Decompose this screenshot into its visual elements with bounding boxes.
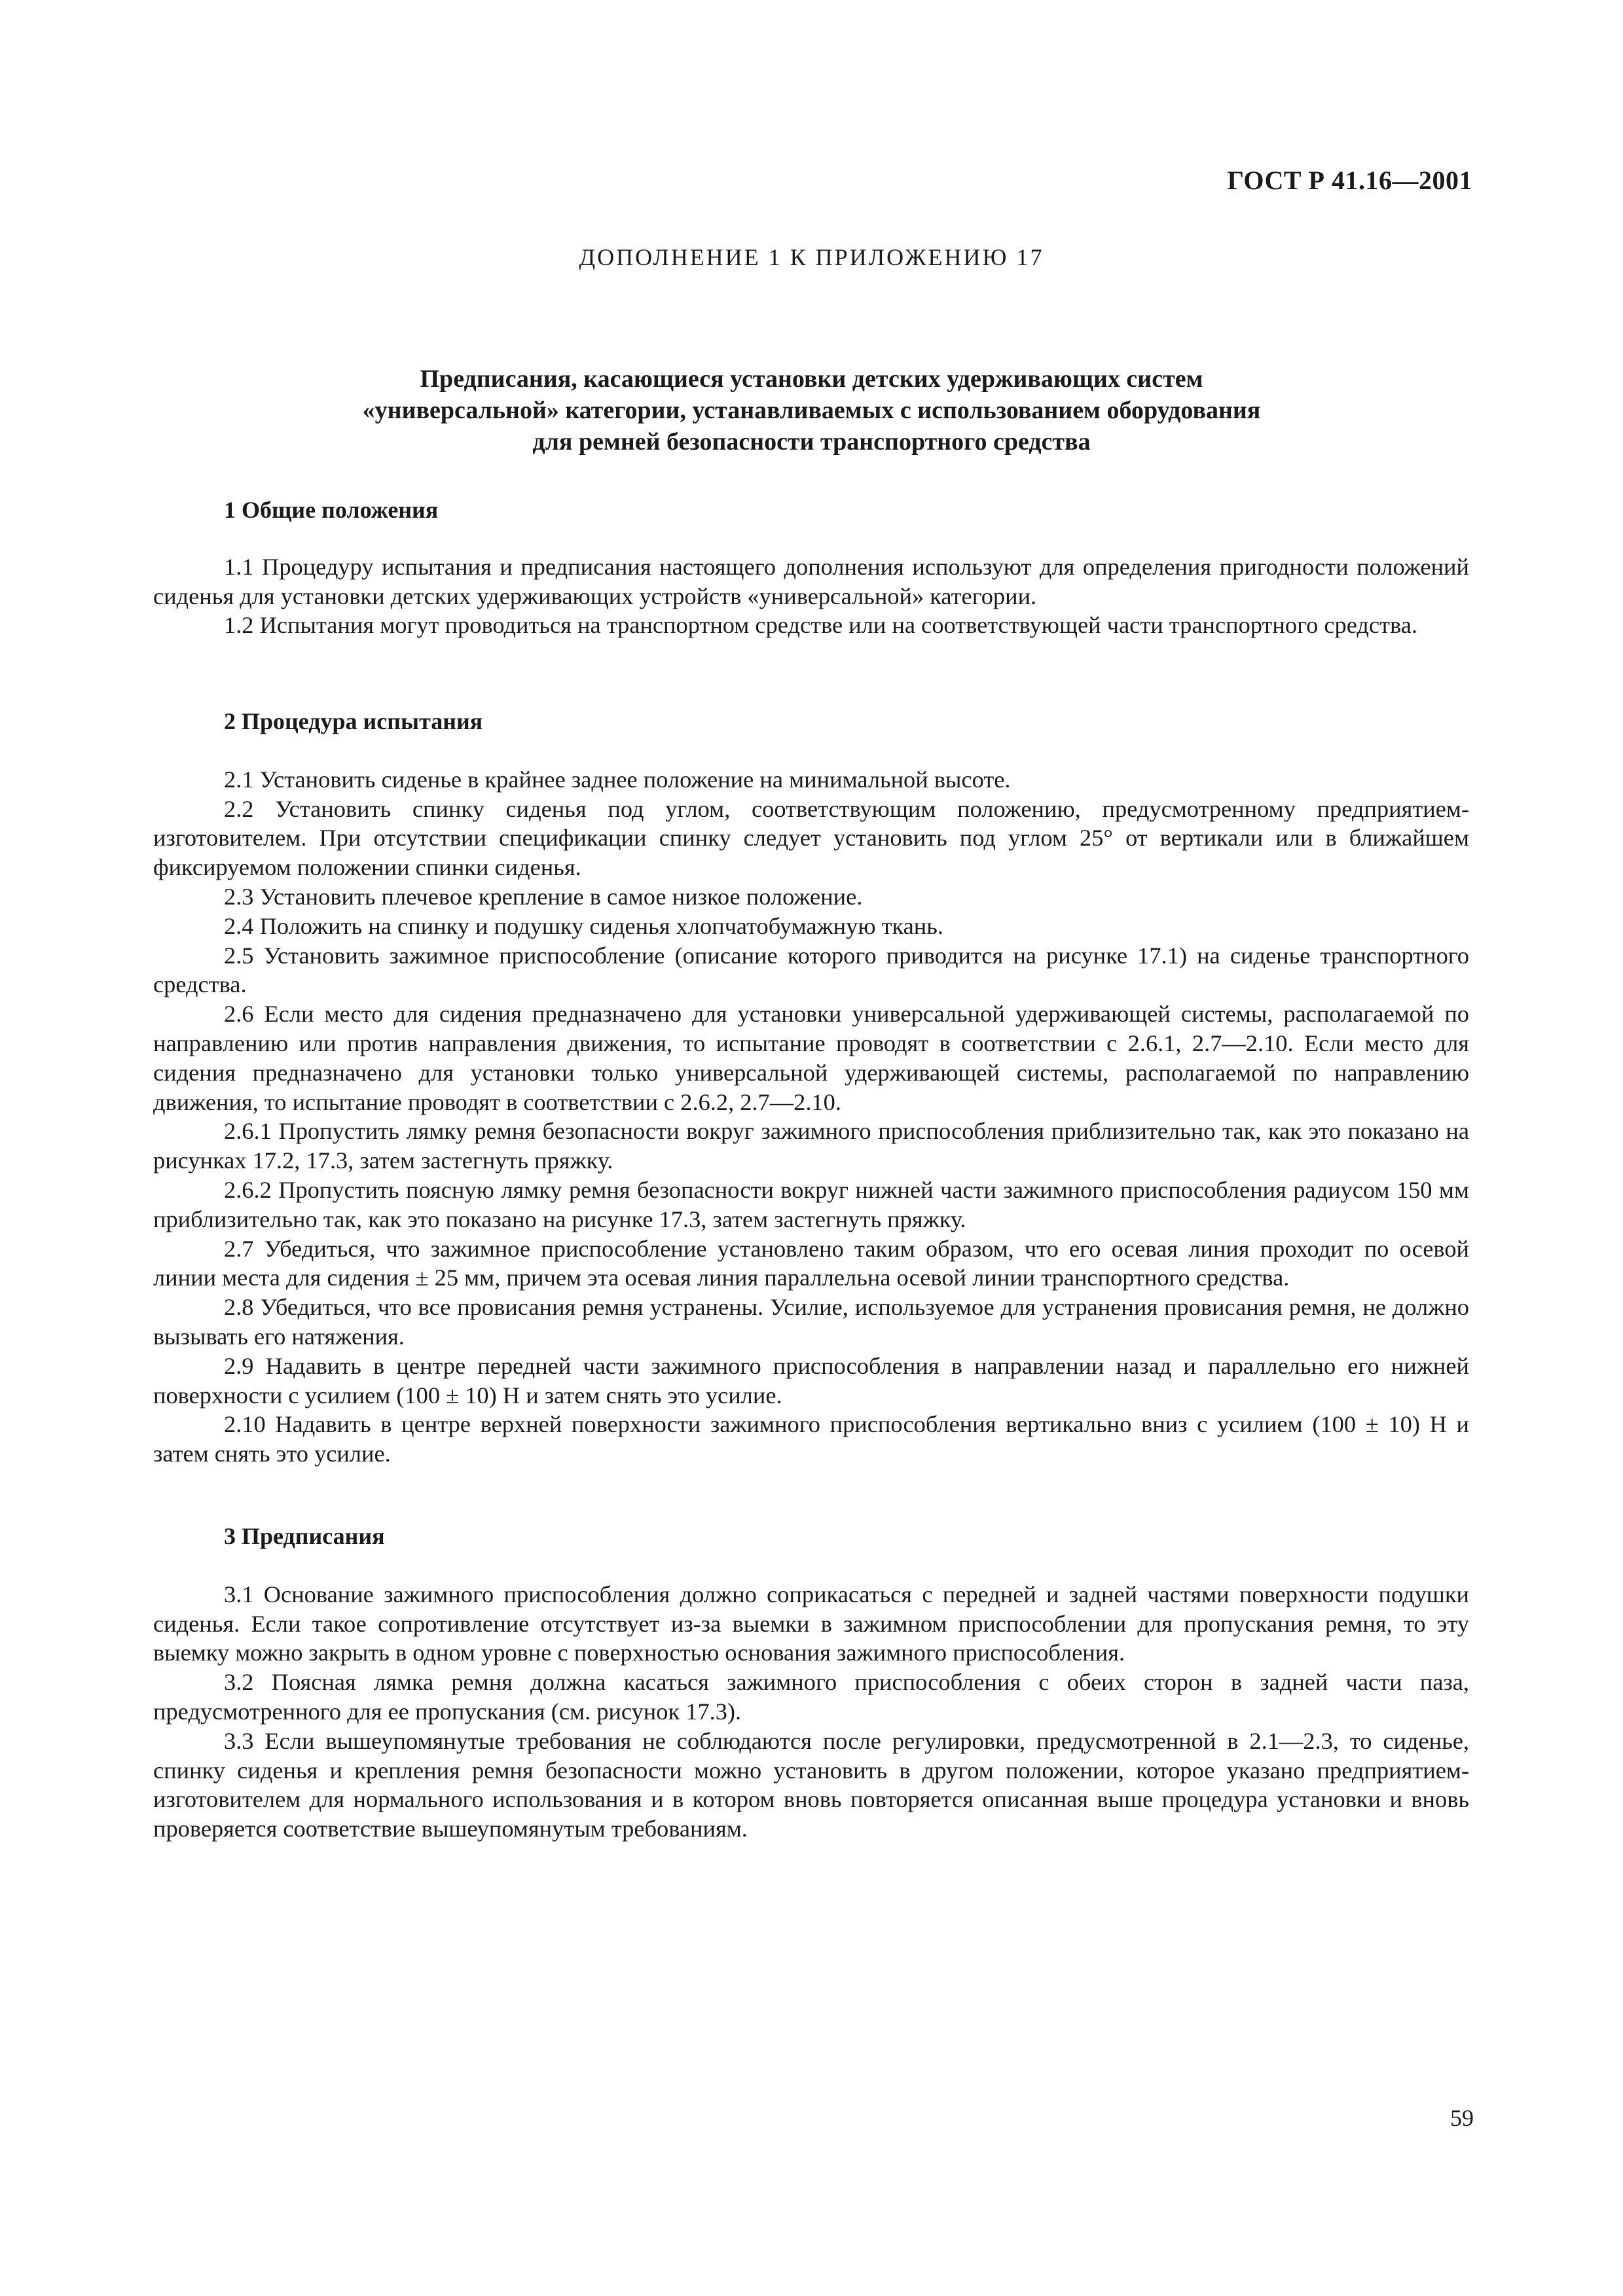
main-title-line: Предписания, касающиеся установки детских удерживающих систем: [420, 365, 1203, 393]
paragraph: 2.1 Установить сиденье в крайнее заднее положение на минимальной высоте.: [224, 766, 1011, 793]
paragraph: 2.9 Надавить в центре передней части зажимного приспособления в направлении назад и параллельно его нижней поверхности с усилием (100 ± 10) Н и затем снять это усилие.: [153, 1352, 1469, 1408]
section-heading: 1 Общие положения: [224, 497, 439, 523]
paragraph: 2.6.1 Пропустить лямку ремня безопасности вокруг зажимного приспособления приблизительно так, как это показано на рисунках 17.2, 17.3, затем застегнуть пряжку.: [153, 1118, 1469, 1174]
paragraph: 2.10 Надавить в центре верхней поверхности зажимного приспособления вертикально вниз с усилием (100 ± 10) Н и затем снять это усилие.: [153, 1411, 1469, 1467]
section-procedure: [153, 707, 1469, 1469]
paragraph: 3.2 Поясная лямка ремня должна касаться зажимного приспособления с обеих сторон в задней части паза, предусмотренного для ее пропускания (см. рисунок 17.3).: [153, 1669, 1469, 1725]
paragraph: 2.4 Положить на спинку и подушку сиденья хлопчатобумажную ткань.: [224, 912, 943, 939]
paragraph: 2.6.2 Пропустить поясную лямку ремня безопасности вокруг нижней части зажимного приспособления радиусом 150 мм приблизительно так, как это показано на рисунке 17.3, затем застегнуть пряжку.: [153, 1176, 1469, 1232]
document-code: ГОСТ Р 41.16—2001: [1227, 166, 1472, 195]
paragraph: 2.2 Установить спинку сиденья под углом, соответствующим положению, предусмотренному предприятием-изготовителем. При отсутствии спецификации спинку следует установить под углом 25° от вертикали или в ближайшем фиксируемом положении спинки сиденья.: [153, 795, 1469, 881]
main-title-line: «универсальной» категории, устанавливаемых с использованием оборудования: [362, 397, 1261, 424]
paragraph: 2.3 Установить плечевое крепление в самое низкое положение.: [224, 883, 863, 910]
paragraph: 2.8 Убедиться, что все провисания ремня устранены. Усилие, используемое для устранения провисания ремня, не должно вызывать его натяжения.: [153, 1294, 1469, 1350]
paragraph: 1.1 Процедуру испытания и предписания настоящего дополнения используют для определения пригодности положений сиденья для установки детских удерживающих устройств «универсальной» категории.: [153, 553, 1469, 609]
section-requirements: [153, 1522, 1469, 1844]
section-heading: 2 Процедура испытания: [224, 708, 483, 734]
paragraph: 2.5 Установить зажимное приспособление (описание которого приводится на рисунке 17.1) на сиденье транспортного средства.: [153, 942, 1469, 998]
page-number: 59: [1450, 2105, 1474, 2131]
main-title: [196, 363, 1427, 457]
paragraph: 2.7 Убедиться, что зажимное приспособление установлено таким образом, что его осевая линия проходит по осевой линии места для сидения ± 25 мм, причем эта осевая линия параллельна осевой линии транспортного средства.: [153, 1235, 1469, 1291]
main-title-line: для ремней безопасности транспортного средства: [532, 428, 1091, 456]
addendum-title: ДОПОЛНЕНИЕ 1 К ПРИЛОЖЕНИЮ 17: [579, 244, 1044, 270]
section-general: [153, 495, 1469, 640]
paragraph: 2.6 Если место для сидения предназначено для установки универсальной удерживающей системы, располагаемой по направлению или против направления движения, то испытание проводят в соответствии с 2.6.1, 2.7—2.10. Если место для сидения предназначено для установки только универсальной удерживающей системы, располагаемой по направлению движения, то испытание проводят в соответствии с 2.6.2, 2.7—2.10.: [153, 1001, 1469, 1115]
section-heading: 3 Предписания: [224, 1523, 385, 1549]
paragraph: 3.3 Если вышеупомянутые требования не соблюдаются после регулировки, предусмотренной в 2.1—2.3, то сиденье, спинку сиденья и крепления ремня безопасности можно установить в другом положении, которое указано предприятием-изготовителем для нормального использования и в котором вновь повторяется описанная выше процедура установки и вновь проверяется соответствие вышеупомянутым требованиям.: [153, 1727, 1469, 1842]
paragraph: 1.2 Испытания могут проводиться на транспортном средстве или на соответствующей части транспортного средства.: [224, 612, 1417, 639]
paragraph: 3.1 Основание зажимного приспособления должно соприкасаться с передней и задней частями поверхности подушки сиденья. Если такое сопротивление отсутствует из-за выемки в зажимном приспособлении для пропускания ремня, то эту выемку можно закрыть в одном уровне с поверхностью основания зажимного приспособления.: [153, 1581, 1469, 1666]
